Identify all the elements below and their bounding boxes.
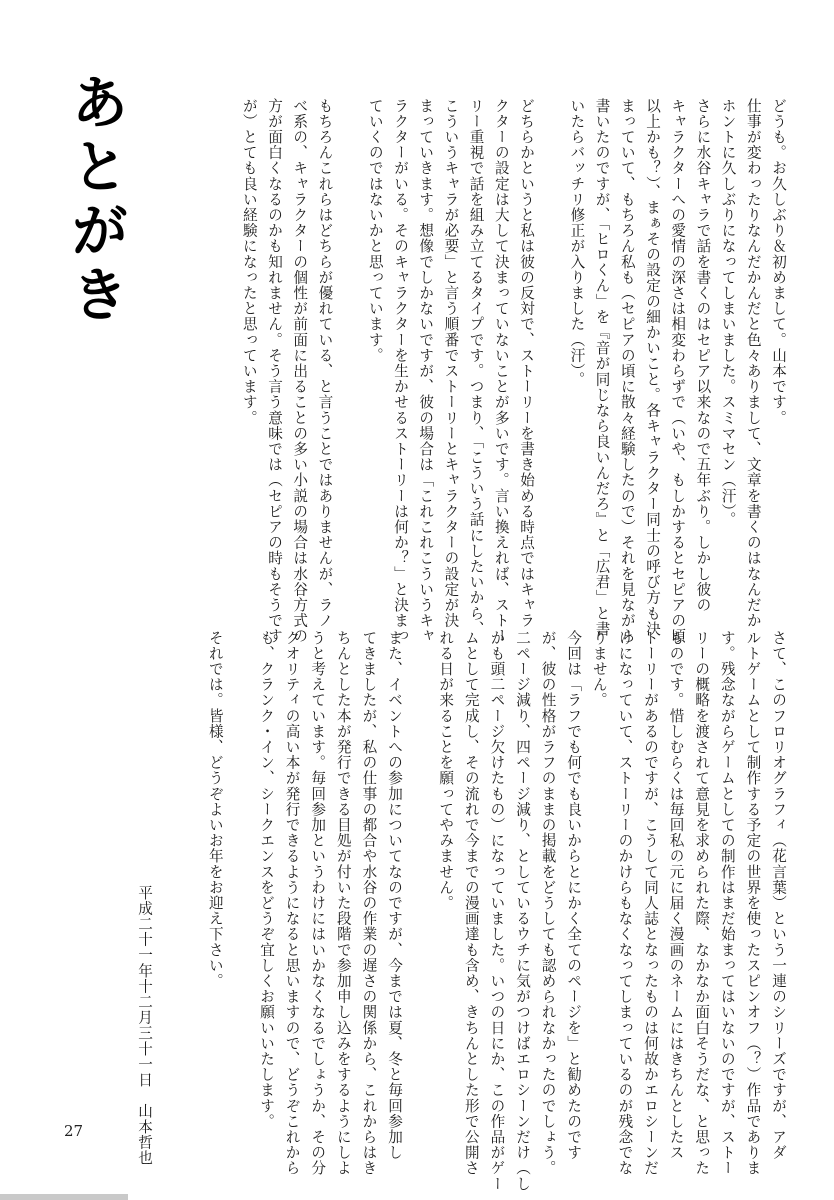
page-title: あとがき xyxy=(61,72,129,328)
date-signature: 平成二十一年十二月三十一日 山本哲也 xyxy=(136,885,153,1166)
bottom-column-line: トーリーがあるのですが、こうして同人誌となったものは何故かエロシーンだ xyxy=(642,630,659,1176)
top-column-line: 以上かも？）、まぁその設定の細かいこと。各キャラクター同士の呼び方も決 xyxy=(644,98,661,637)
bottom-scan-edge xyxy=(0,1194,128,1200)
top-column-line: 書いたのですが、「ヒロくん」を『音が同じなら良いんだろ』と「広君」と書 xyxy=(593,98,611,637)
bottom-column-line: れる日が来ることを願ってやみません。 xyxy=(437,630,455,911)
bottom-column-line: も、クランク・イン、シークエンスをどうぞ宜しくお願いいたします。 xyxy=(258,630,275,1130)
top-column-line: どうも。お久しぶり＆初めまして。山本です。 xyxy=(770,98,787,426)
top-column-line: クターの設定は大して決まっていないことが多いです。言い換えれば、ストー xyxy=(492,98,510,644)
bottom-column-line: また、イベントへの参加についてなのですが、今までは夏、冬と毎回参加し xyxy=(386,630,403,1161)
top-column-line: もちろんこれらはどちらが優れている、と言うことではありませんが、ラノ xyxy=(316,98,334,629)
bottom-column-line: リーの概略を渡されて意見を求められた際、なかなか面白そうだな、と思った xyxy=(693,630,711,1176)
bottom-column-line: それでは。皆様、どうぞよいお年をお迎え下さい。 xyxy=(206,630,224,989)
top-column-line: いたらバッチリ修正が入りました（汗）。 xyxy=(568,98,586,388)
top-column-line: ラクターがいる。そのキャラクターを生かせるストーリーは何か？」と決まっ xyxy=(392,98,409,644)
page-number: 27 xyxy=(64,1122,84,1140)
bottom-column-line: りません。 xyxy=(590,630,608,708)
bottom-column-line: ちんとした本が発行できる目処が付いた段階で参加申し込みをするようにしよ xyxy=(334,630,352,1176)
bottom-column-line: てきましたが、私の仕事の都合や水谷の作業の遅さの関係から、これからはき xyxy=(360,630,378,1176)
top-column-line: まっていきます。想像でしかないですが、彼の場合は「これこれこういうキャ xyxy=(417,98,435,644)
bottom-column-line: ルトゲームとして制作する予定の世界を使ったスピンオフ（？）作品でありま xyxy=(744,630,762,1176)
bottom-column-line: けになっていて、ストーリーのかけらもなくなってしまっているのが残念でな xyxy=(616,630,634,1176)
bottom-column-line: ムとして完成し、その流れで今までの漫画達も含め、きちんとした形で公開さ xyxy=(462,630,480,1176)
bottom-column-line: 今回は「ラフでも何でも良いからとにかく全てのページを」と勧めたのです xyxy=(565,630,583,1161)
top-column-line: が）とても良い経験になったと思っています。 xyxy=(240,98,258,426)
bottom-column-line: うと考えています。毎回参加というわけにはいかなくなるでしょうか、その分 xyxy=(309,630,327,1176)
top-column-line: キャラクターへの愛情の深さは相変わらずで（いや、もしかするとセピアの頃 xyxy=(669,98,687,644)
top-column-line: べ系の、キャラクターの個性が前面に出ることの多い小説の場合は水谷方式の xyxy=(291,98,309,644)
top-column-line: どちらかというと私は彼の反対で、ストーリーを書き始める時点ではキャラ xyxy=(518,98,535,629)
bottom-column-line: クオリティの高い本が発行できるようになると思いますので、どうぞこれから xyxy=(283,630,301,1176)
bottom-column-line: が、彼の性格がラフのままの掲載をどうしても認められなかったのでしょう。 xyxy=(539,630,557,1176)
bottom-column-line: ものです。惜しむらくは毎回私の元に届く漫画のネームにはきちんとしたス xyxy=(667,630,685,1161)
bottom-column-line: 二ページ減り、四ページ減り、としているウチに気がつけばエロシーンだけ（し xyxy=(514,630,531,1192)
top-column-line: 方が面白くなるのかも知れません。そう言う意味では（セピアの時もそうです xyxy=(266,98,283,644)
top-column-line: ていくのではないかと思っています。 xyxy=(366,98,384,364)
bottom-column-line: さて、このフロリオグラフィ（花言葉）という一連のシリーズですが、アダ xyxy=(770,630,787,1161)
top-column-line: ホントに久しぶりになってしまいました。スミマセン（汗）。 xyxy=(719,98,737,528)
bottom-column-line: す。残念ながらゲームとしての制作はまだ始まってはいないのですが、ストー xyxy=(718,630,736,1176)
top-column-line: こういうキャラが必要」と言う順番でストーリーとキャラクターの設定が決 xyxy=(442,98,460,629)
top-column-line: さらに水谷キャラで話を書くのはセピア以来なので五年ぶり。しかし彼の xyxy=(694,98,712,613)
top-column-line: リー重視で話を組み立てるタイプです。つまり、「こういう話にしたいから、 xyxy=(467,98,485,637)
top-column-line: 仕事が変わったりなんだかんだと色々ありまして、文章を書くのはなんだか xyxy=(744,98,762,629)
top-column-line: まっていて、もちろん私も（セピアの頃に散々経験したので）それを見ながら xyxy=(618,98,636,644)
bottom-column-line: かも頭二ページ欠けたもの）になっていました。いつの日にか、この作品がゲー xyxy=(488,630,506,1192)
